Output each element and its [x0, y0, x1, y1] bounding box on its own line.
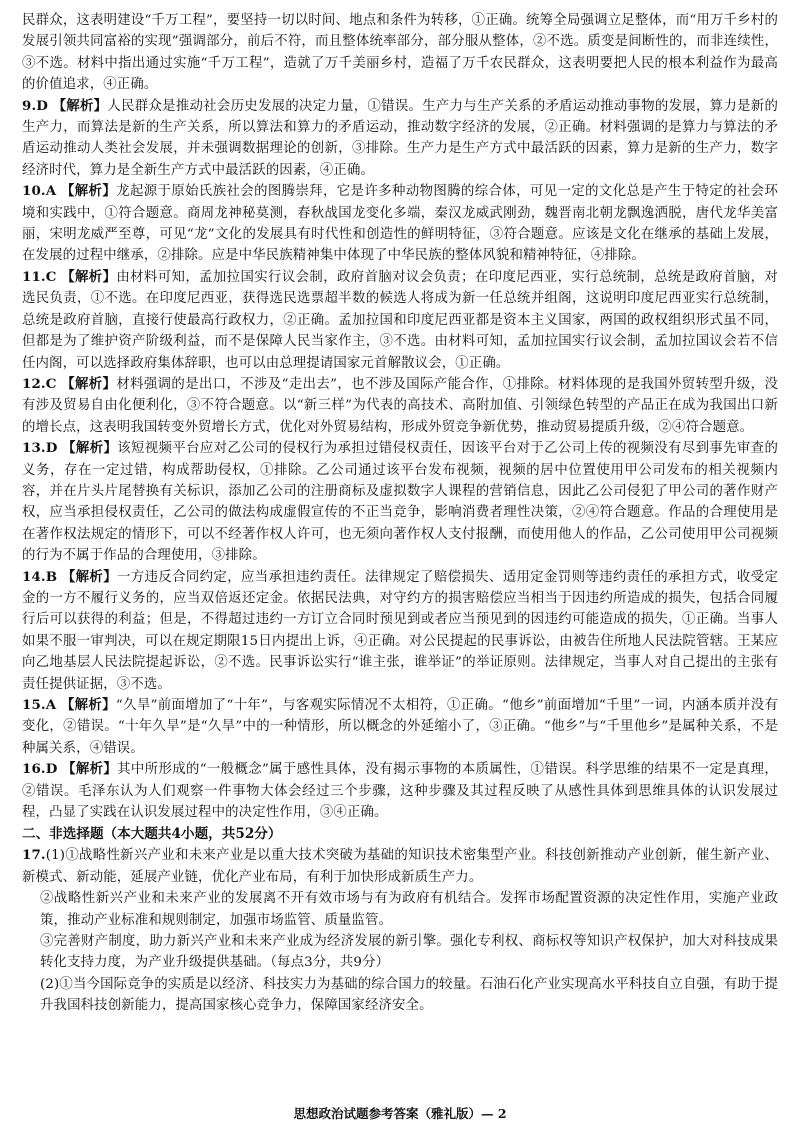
answer-item-15 [22, 695, 778, 759]
analysis-tag: 【解析】 [52, 97, 108, 114]
answer-item-13 [22, 438, 778, 566]
q17-part-2-point-1: (2)①当今国际竞争的实质是以经济、科技实力为基础的综合国力的较量。石油石化产业实现高水平科技自立自强，有助于提升我国科技创新能力，提高国家核心竞争力，保障国家经济安全。 [40, 976, 778, 1014]
answer-item-14 [22, 567, 778, 695]
item-text: 其中所形成的“一般概念”属于感性具体，没有揭示事物的本质属性，①错误。科学思维的结果不一定是真理，②错误。毛泽东认为人们观察一件事物大体会经过三个步骤，这种步骤及其过程反映了从感性具体到思维具体的认识发展过程，凸显了实践在认识发展过程中的决定性作用，③④正确。 [22, 762, 778, 821]
q17-part-1-point-3: ③完善财产制度，助力新兴产业和未来产业成为经济发展的新引擎。强化专利权、商标权等知识产权保护，加大对科技成果转化支持力度，为产业升级提供基础。（每点3分，共9分） [40, 934, 778, 971]
item-text: “久旱”前面增加了“十年”，与客观实际情况不太相符，①正确。“他乡”前面增加“千里”一词，内涵本质并没有变化，②错误。“十年久旱”是“久旱”中的一种情形，所以概念的外延缩小了，③正确。“他乡”与“千里他乡”是属种关系，不是种属关系，④错误。 [22, 698, 778, 756]
item-number: 16.D [22, 761, 58, 778]
intro-paragraph: 民群众，这表明建设“千万工程”，要坚持一切以时间、地点和条件为转移，①正确。统筹全局强调立足整体，而“用万千乡村的发展引领共同富裕的实现”强调部分，前后不符，而且整体统率部分，部分服从整体，②不选。质变是间断性的，而非连续性，③不选。材料中指出通过实施“千万工程”，造就了万千美丽乡村，造福了万千农民群众，这表明要把人民的根本利益作为最高的价值追求，④正确。 [22, 13, 778, 93]
item-number: 11.C [22, 268, 57, 285]
answer-item-16 [22, 759, 778, 823]
item-text: 由材料可知，孟加拉国实行议会制，政府首脑对议会负责；在印度尼西亚，实行总统制，总统是政府首脑，对选民负责，①不选。在印度尼西亚，获得选民选票超半数的候选人将成为新一任总统并组阁，这说明印度尼西亚实行总统制，总统是政府首脑，直接行使最高行政权力，②正确。孟加拉国和印度尼西亚都是资本主义国家，两国的政权组织形式虽不同，但都是为了维护资产阶级利益，而不是保障人民当家作主，③不选。由材料可知，孟加拉国实行议会制，孟加拉国议会若不信任内阁，可以选择政府集体辞职，也可以由总理提请国家元首解散议会，①正确。 [22, 269, 778, 371]
q17-part-1-point-1: (1)①战略性新兴产业和未来产业是以重大技术突破为基础的知识技术密集型产业。科技创新推动产业创新，催生新产业、新模式、新动能，延展产业链，优化产业布局，有利于加快形成新质生产力。 [22, 848, 778, 885]
answer-item-11 [22, 267, 778, 374]
analysis-tag: 【解析】 [60, 697, 116, 713]
answer-item-10 [22, 181, 778, 267]
analysis-tag: 【解析】 [61, 268, 117, 285]
analysis-tag: 【解析】 [62, 761, 118, 778]
item-number: 12.C [22, 375, 57, 392]
section-title: 二、非选择题（本大题共4小题，共52分） [22, 826, 282, 843]
item-text: 人民群众是推动社会历史发展的决定力量，①错误。生产力与生产关系的矛盾运动推动事物的发展，算力是新的生产力，而算法是新的生产关系，所以算法和算力的矛盾运动，推动数字经济的发展，②正确。材料强调的是算力与算法的矛盾运动推动人类社会发展，并未强调数据理论的创新，③排除。生产力是生产方式中最活跃的因素，算力是新的生产力，数字经济时代，算力是全新生产方式中最活跃的因素，④正确。 [22, 98, 778, 178]
item-number: 14.B [22, 568, 58, 585]
answer-item-17 [22, 845, 778, 1016]
item-number: 15.A [22, 697, 57, 713]
analysis-tag: 【解析】 [61, 568, 117, 585]
item-number: 10.A [22, 183, 57, 200]
item-text: 材料强调的是出口，不涉及“走出去”，也不涉及国际产能合作，①排除。材料体现的是我国外贸转型升级，没有涉及贸易自由化便利化，③不符合题意。以“新三样”为代表的高技术、高附加值、引领绿色转型的产品正在成为我国出口新的增长点，这表明我国转变外贸增长方式，优化对外贸易结构，形成外贸竞争新优势，推动贸易提质升级，②④符合题意。 [22, 376, 778, 435]
answer-item-12 [22, 374, 778, 438]
item-number: 13.D [22, 440, 58, 457]
answer-item-9 [22, 96, 778, 182]
item-text: 该短视频平台应对乙公司的侵权行为承担过错侵权责任，因该平台对于乙公司上传的视频没有尽到事先审查的义务，存在一定过错，构成帮助侵权，①排除。乙公司通过该平台发布视频，视频的居中位置使用甲公司发布的相关视频内容，并在片头片尾替换有关标识，添加乙公司的注册商标及虚拟数字人课程的营销信息，因此乙公司侵犯了甲公司的著作财产权，应当承担侵权责任，乙公司的做法构成虚假宣传的不正当竞争，影响消费者理性决策，②④符合题意。作品的合理使用是在著作权法规定的情形下，可以不经著作权人许可，也无须向著作权人支付报酬，而使用他人的作品，乙公司使用甲公司视频的行为不属于作品的合理使用，③排除。 [22, 441, 778, 564]
page-footer: 思想政治试题参考答案（雅礼版）— 2 [293, 1106, 507, 1121]
item-number: 17. [22, 847, 46, 864]
item-text: 一方违反合同约定，应当承担违约责任。法律规定了赔偿损失、适用定金罚则等违约责任的承担方式，收受定金的一方不履行义务的，应当双倍返还定金。依据民法典，对守约方的损害赔偿应当相当于因违约所造成的损失，包括合同履行后可以获得的利益；但是，不得超过违约一方订立合同时预见到或者应当预见到的因违约可能造成的损失，①正确。当事人如果不服一审判决，可以在规定期限15日内提出上诉，④正确。对公民提起的民事诉讼，由被告住所地人民法院管辖。王某应向乙地基层人民法院提起诉讼，②不选。民事诉讼实行“谁主张，谁举证”的举证原则。法律规定，当事人对自己提出的主张有责任提供证据，③不选。 [22, 569, 778, 692]
analysis-tag: 【解析】 [62, 440, 118, 457]
analysis-tag: 【解析】 [61, 375, 117, 392]
q17-part-1-point-2: ②战略性新兴产业和未来产业的发展离不开有效市场与有为政府有机结合。发挥市场配置资源的决定性作用，实施产业政策，推动产业标准和规则制定，加强市场监管、质量监管。 [40, 891, 778, 928]
analysis-tag: 【解析】 [60, 183, 117, 200]
item-text: 龙起源于原始氏族社会的图腾崇拜，它是许多种动物图腾的综合体，可见一定的文化总是产生于特定的社会环境和实践中，①符合题意。商周龙神秘莫测，春秋战国龙变化多端，秦汉龙威武刚劲，魏晋南北朝龙飘逸洒脱，唐代龙华美富丽，宋明龙威严至尊，可见“龙”文化的发展具有时代性和创造性的鲜明特征，③符合题意。应该是文化在继承的基础上发展，在发展的过程中继承，②排除。应是中华民族精神集中体现了中华民族的整体风貌和精神特征，④排除。 [22, 184, 778, 264]
item-number: 9.D [22, 97, 49, 114]
